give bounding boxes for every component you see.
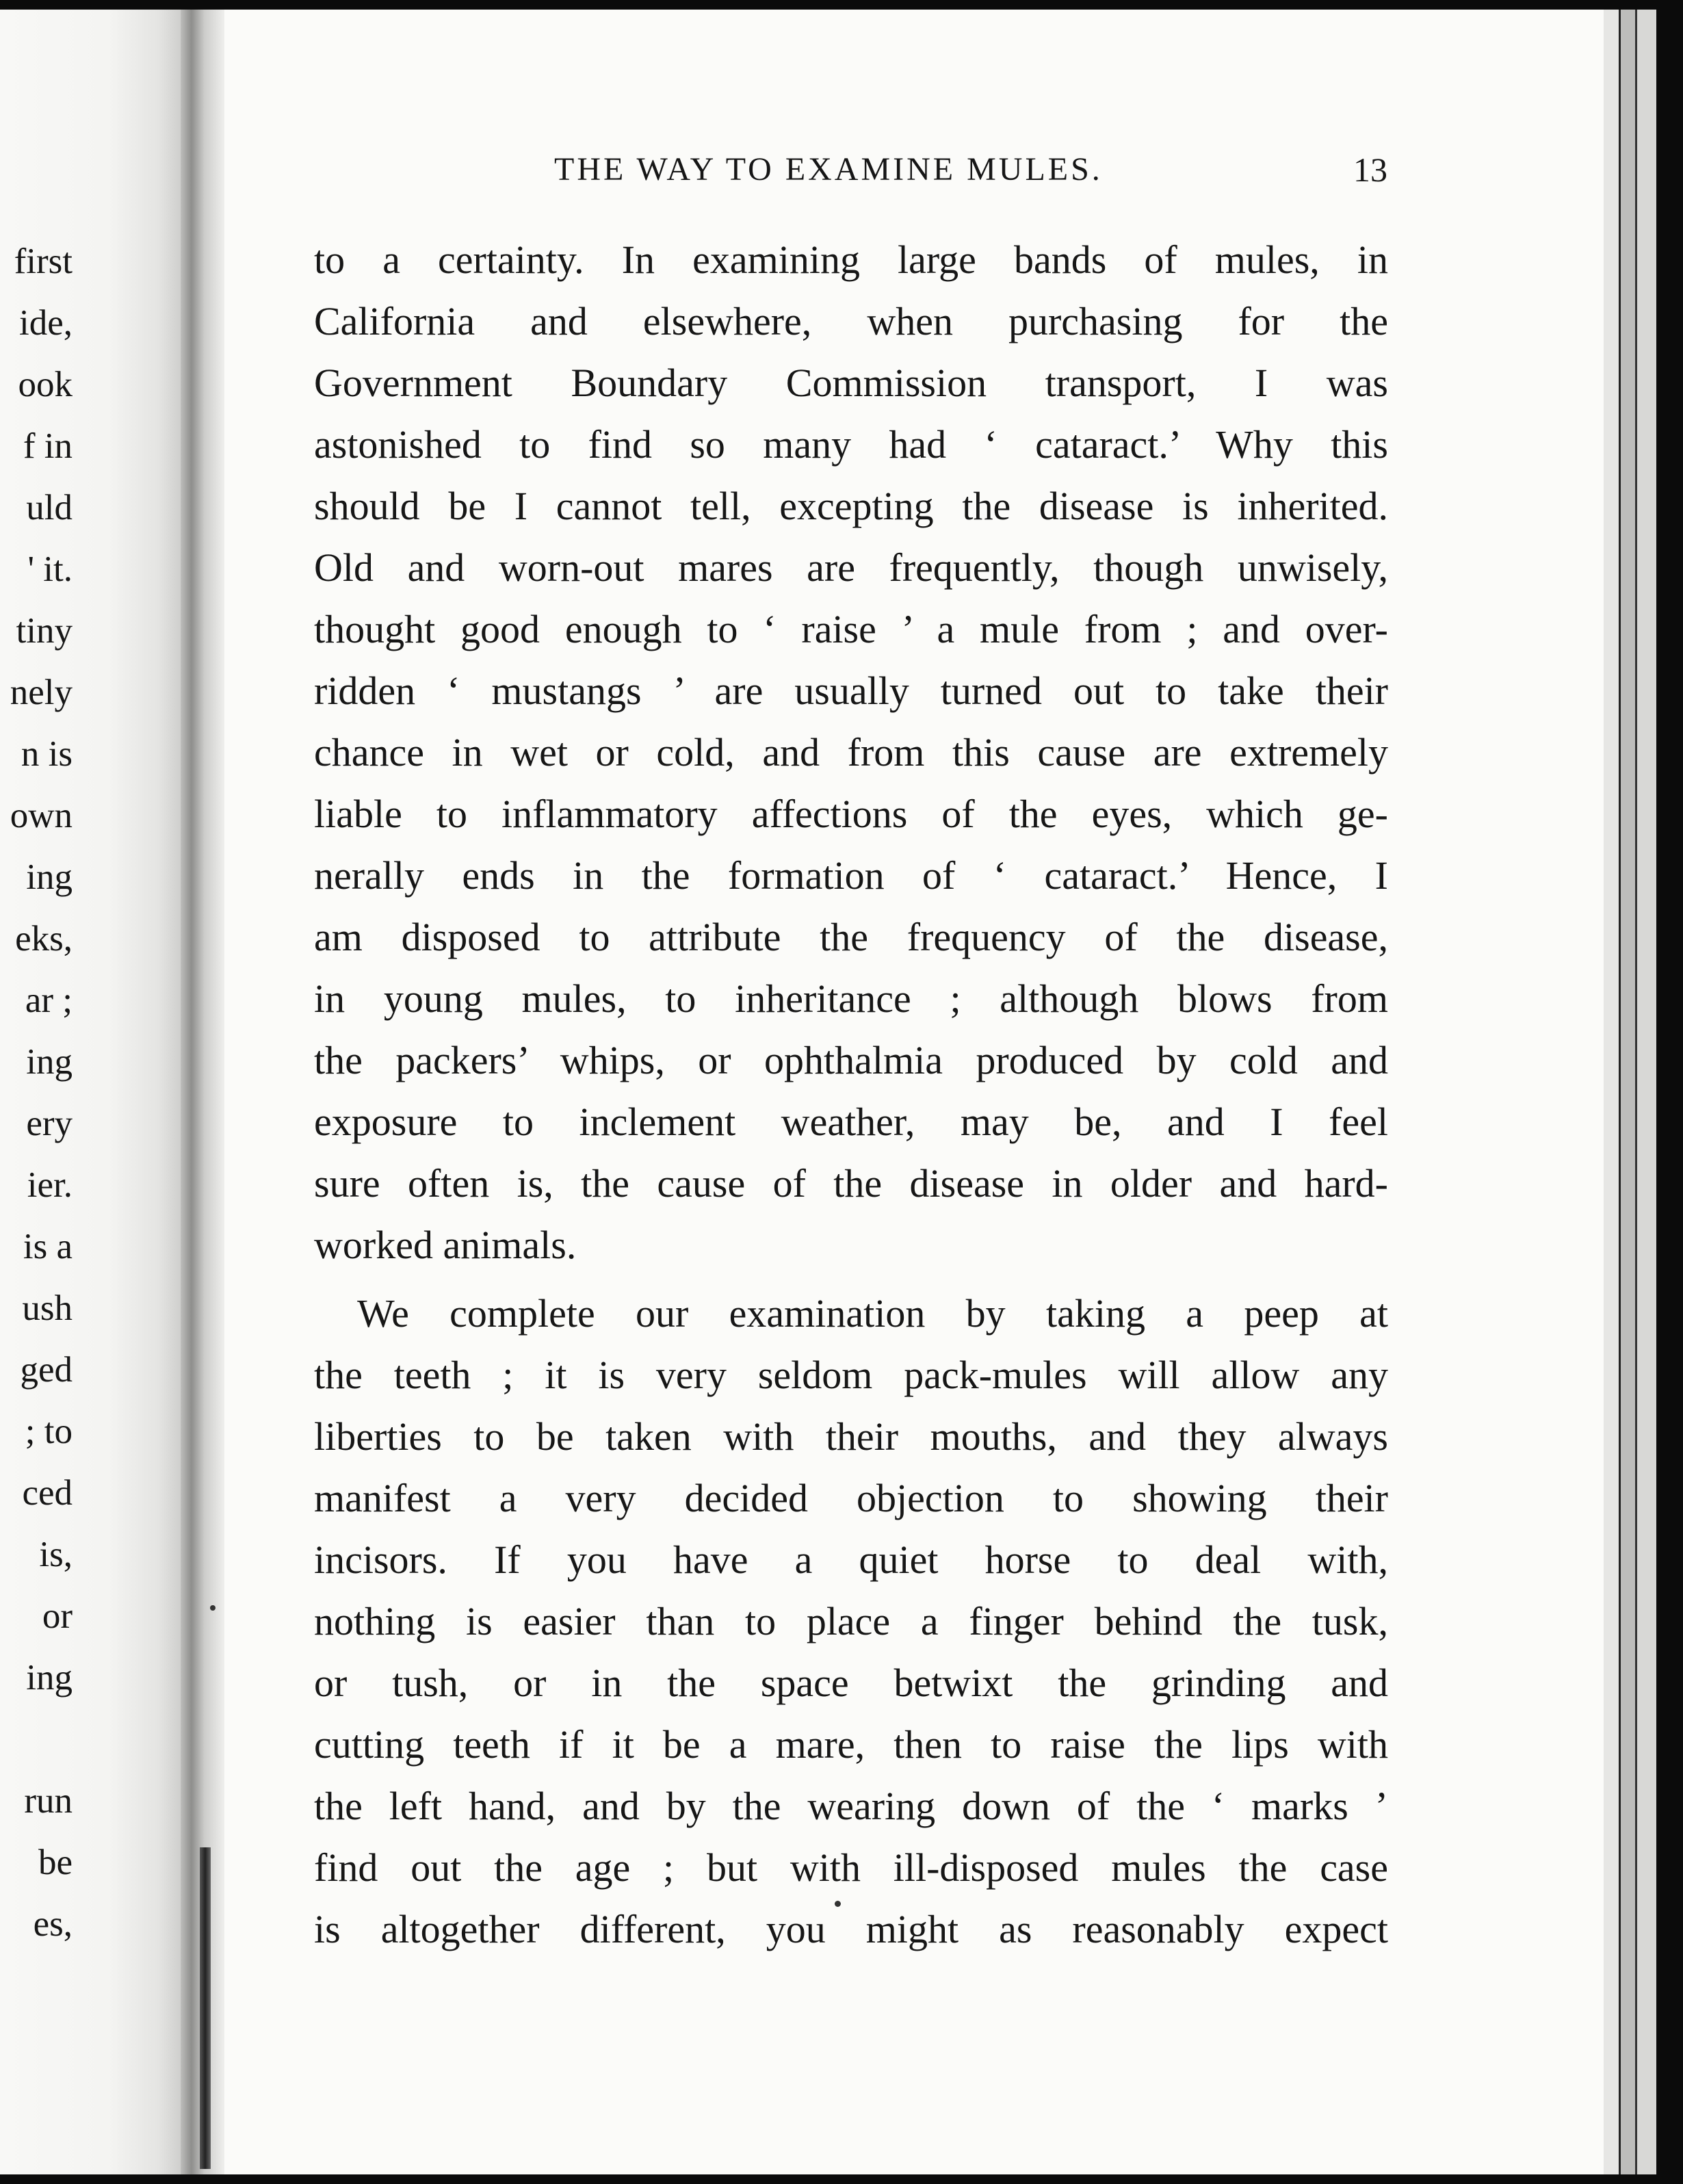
print-speck xyxy=(835,1901,841,1907)
text-line: incisors. If you have a quiet horse to deal with, xyxy=(314,1537,1388,1582)
previous-page-fragment: n is xyxy=(21,734,73,774)
previous-page xyxy=(0,10,181,2174)
previous-page-fragment: ook xyxy=(18,365,73,404)
text-line: nothing is easier than to place a finger behind the tusk, xyxy=(314,1599,1388,1643)
previous-page-fragment: ier. xyxy=(27,1165,73,1205)
text-line: California and elsewhere, when purchasing for the xyxy=(314,299,1388,343)
text-line: Old and worn-out mares are frequently, though unwisely, xyxy=(314,545,1388,590)
text-line: liable to inflammatory affections of the eyes, which ge- xyxy=(314,792,1388,836)
text-line: astonished to find so many had ‘ cataract.’ Why this xyxy=(314,422,1388,467)
text-line: the packers’ whips, or ophthalmia produced by cold and xyxy=(314,1038,1388,1082)
text-line: the left hand, and by the wearing down of the ‘ marks ’ xyxy=(314,1784,1388,1828)
text-line: exposure to inclement weather, may be, and I feel xyxy=(314,1100,1388,1144)
text-line: nerally ends in the formation of ‘ cataract.’ Hence, I xyxy=(314,853,1388,898)
text-line: find out the age ; but with ill-disposed mules the case xyxy=(314,1845,1388,1890)
previous-page-fragment: ar ; xyxy=(25,980,73,1020)
text-line: ridden ‘ mustangs ’ are usually turned out to take their xyxy=(314,668,1388,713)
text-line: to a certainty. In examining large bands of mules, in xyxy=(314,237,1388,282)
text-line: Government Boundary Commission transport, I was xyxy=(314,361,1388,405)
text-line: thought good enough to ‘ raise ’ a mule from ; and over- xyxy=(314,607,1388,651)
previous-page-fragment: ing xyxy=(26,1658,73,1698)
previous-page-fragment: ide, xyxy=(19,303,73,343)
text-line: or tush, or in the space betwixt the grinding and xyxy=(314,1661,1388,1705)
previous-page-fragment: is, xyxy=(39,1535,73,1574)
previous-page-fragment: ged xyxy=(20,1350,73,1390)
previous-page-fragment: nely xyxy=(10,673,73,712)
text-line: is altogether different, you might as reasonably expect xyxy=(314,1907,1388,1951)
text-line: manifest a very decided objection to showing their xyxy=(314,1476,1388,1520)
running-head: THE WAY TO EXAMINE MULES. xyxy=(554,151,1103,187)
previous-page-fragment: own xyxy=(10,796,73,835)
previous-page-fragment: tiny xyxy=(16,611,73,651)
text-line: We complete our examination by taking a peep at xyxy=(357,1291,1388,1336)
text-line: liberties to be taken with their mouths, and they always xyxy=(314,1414,1388,1459)
text-line: am disposed to attribute the frequency of the disease, xyxy=(314,915,1388,959)
previous-page-fragment: f in xyxy=(23,426,73,466)
print-speck xyxy=(210,1605,216,1611)
page-number: 13 xyxy=(1353,151,1387,189)
previous-page-fragment: ing xyxy=(26,1042,73,1082)
previous-page-fragment: ; to xyxy=(25,1412,73,1451)
text-line: chance in wet or cold, and from this cause are extremely xyxy=(314,730,1388,775)
previous-page-fragment: run xyxy=(24,1781,73,1821)
previous-page-fragment: ' it. xyxy=(27,549,73,589)
previous-page-fragment: is a xyxy=(23,1227,73,1266)
previous-page-fragment: first xyxy=(14,242,73,281)
text-line: worked animals. xyxy=(314,1223,577,1267)
page-edge xyxy=(1635,10,1656,2174)
page-edge xyxy=(1619,10,1637,2174)
page-edge xyxy=(1604,10,1619,2174)
gutter-shadow xyxy=(200,1847,211,2169)
previous-page-fragment: uld xyxy=(26,488,73,528)
previous-page-fragment: or xyxy=(42,1596,73,1636)
previous-page-fragment: ing xyxy=(26,857,73,897)
previous-page-fragment: es, xyxy=(33,1904,73,1944)
text-line: cutting teeth if it be a mare, then to raise the lips with xyxy=(314,1722,1388,1767)
text-line: sure often is, the cause of the disease in older and hard- xyxy=(314,1161,1388,1206)
text-line: should be I cannot tell, excepting the disease is inherited. xyxy=(314,484,1388,528)
previous-page-fragment: eks, xyxy=(15,919,73,959)
previous-page-fragment: ery xyxy=(26,1104,73,1143)
previous-page-fragment: ced xyxy=(22,1473,73,1513)
text-line: in young mules, to inheritance ; although blows from xyxy=(314,976,1388,1021)
text-line: the teeth ; it is very seldom pack-mules will allow any xyxy=(314,1353,1388,1397)
previous-page-fragment: ush xyxy=(22,1288,73,1328)
previous-page-fragment: be xyxy=(38,1843,73,1882)
